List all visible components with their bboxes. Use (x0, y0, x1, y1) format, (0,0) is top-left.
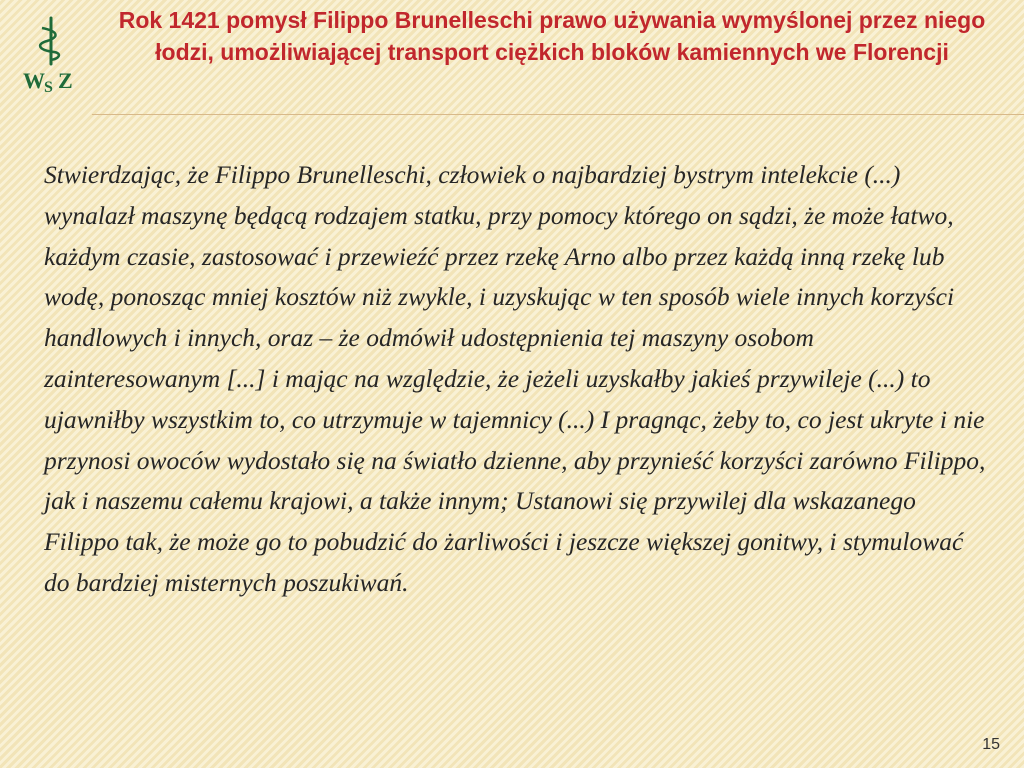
slide-title: Rok 1421 pomysł Filippo Brunelleschi prawo używania wymyślonej przez niego łodzi, umożliwiającej transport ciężkich bloków kamiennych we Florencji (118, 7, 986, 65)
page-number: 15 (982, 736, 1000, 753)
title-divider (92, 114, 1024, 115)
svg-text:W: W (23, 68, 45, 93)
svg-text:S: S (44, 79, 53, 94)
school-logo (20, 14, 82, 94)
svg-text:Z: Z (58, 68, 73, 93)
quote-paragraph: Stwierdzając, że Filippo Brunelleschi, człowiek o najbardziej bystrym intelekcie (...) wynalazł maszynę będącą rodzajem statku, przy pomocy którego on sądzi, że może łatwo, każdym czasie, zastosować i przewieźć przez rzekę Arno albo przez każdą inną rzekę lub wodę, ponosząc mniej kosztów niż zwykle, i uzyskując w ten sposób wiele innych korzyści handlowych i innych, oraz – że odmówił udostępnienia tej maszyny osobom zainteresowanym [...] i mając na względzie, że jeżeli uzyskałby jakieś przywileje (...) to ujawniłby wszystkim to, co utrzymuje w tajemnicy (...) I pragnąc, żeby to, co jest ukryte i nie przynosi owoców wydostało się na światło dzienne, aby przynieść korzyści zarówno Filippo, jak i naszemu całemu krajowi, a także innym; Ustanowi się przywilej dla wskazanego Filippo tak, że może go to pobudzić do żarliwości i jeszcze większej gonitwy, i stymulować do bardziej misternych poszukiwań. (44, 160, 986, 597)
